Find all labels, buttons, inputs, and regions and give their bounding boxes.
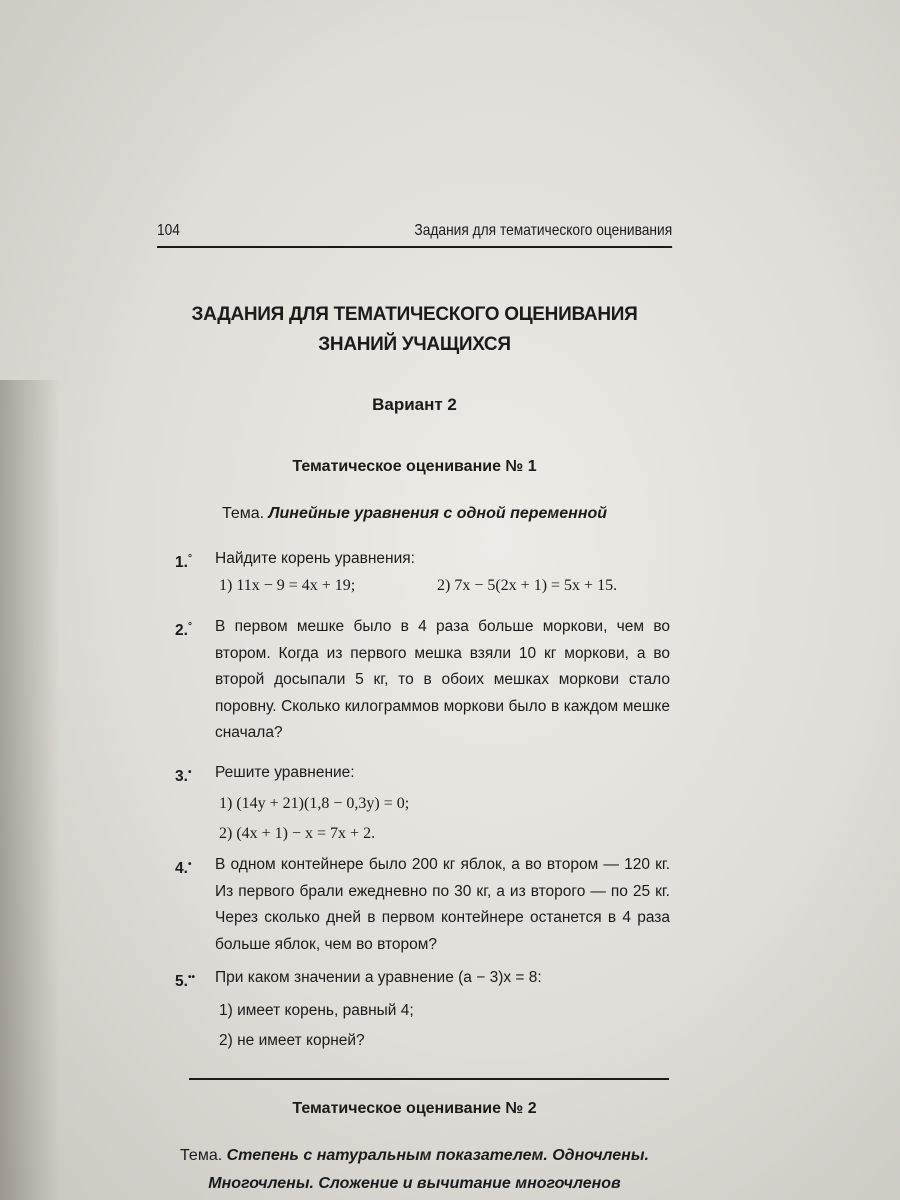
difficulty-mark: •• — [187, 972, 195, 983]
section-2-topic — [157, 1142, 672, 1198]
task-2-text: В первом мешке было в 4 раза больше моркови, чем во втором. Когда из первого мешка взяли 10 кг моркови, а во второй досыпали 5 кг, то в обоих мешках моркови стало поровну. Сколько килограммов моркови было в каждом мешке сначала? — [215, 618, 670, 741]
task-4-number: 4.• — [175, 859, 192, 878]
page-shadow — [0, 380, 60, 1200]
topic-text-line-2: Многочлены. Сложение и вычитание многочленов — [208, 1175, 621, 1192]
topic-label: Тема. — [180, 1147, 223, 1164]
difficulty-mark: • — [187, 859, 192, 870]
task-4-text: В одном контейнере было 200 кг яблок, а во втором — 120 кг. Из первого брали ежедневно по 30 кг, а из второго — по 25 кг. Через сколько дней в первом контейнере останется в 4 раза больше яблок, чем во втором? — [215, 856, 670, 953]
page-title-line-2: ЗНАНИЙ УЧАЩИХСЯ — [318, 334, 511, 355]
task-5-number: 5.•• — [175, 972, 195, 991]
task-1 — [175, 546, 670, 599]
task-3 — [175, 760, 670, 848]
section-divider — [189, 1078, 669, 1080]
task-1-eq-2: 2) 7x − 5(2x + 1) = 5x + 15. — [437, 576, 618, 594]
task-3-eq-2: 2) (4x + 1) − x = 7x + 2. — [219, 825, 376, 842]
task-1-number: 1.° — [175, 553, 192, 572]
task-3-text: Решите уравнение: — [215, 764, 355, 781]
running-title: Задания для тематического оценивания — [414, 222, 673, 239]
task-3-number: 3.• — [175, 767, 192, 786]
task-1-text: Найдите корень уравнения: — [215, 550, 415, 567]
page-number: 104 — [157, 222, 180, 239]
task-1-equations — [219, 573, 670, 600]
difficulty-mark: • — [187, 767, 192, 778]
task-4 — [175, 852, 670, 958]
task-5-item-2: 2) не имеет корней? — [219, 1032, 365, 1049]
running-header — [157, 220, 672, 248]
variant-heading: Вариант 2 — [372, 395, 457, 414]
task-5-item-1: 1) имеет корень, равный 4; — [219, 1001, 414, 1019]
task-3-eq-1: 1) (14y + 21)(1,8 − 0,3y) = 0; — [219, 794, 410, 812]
topic-text: Линейные уравнения с одной переменной — [268, 505, 608, 522]
section-1-heading: Тематическое оценивание № 1 — [292, 458, 537, 475]
topic-text-line-1: Степень с натуральным показателем. Одночлены. — [226, 1147, 649, 1164]
difficulty-mark: ° — [187, 553, 192, 564]
task-1-eq-1: 1) 11x − 9 = 4x + 19; — [219, 576, 356, 594]
topic-label: Тема. — [221, 505, 265, 522]
task-2-number: 2.° — [175, 621, 192, 640]
section-1-topic — [157, 500, 672, 528]
task-5-text: При каком значении a уравнение (a − 3)x = 8: — [215, 969, 542, 986]
difficulty-mark: ° — [187, 621, 192, 632]
task-5 — [175, 965, 670, 1055]
section-2-heading: Тематическое оценивание № 2 — [292, 1100, 537, 1117]
page-title-line-1: ЗАДАНИЯ ДЛЯ ТЕМАТИЧЕСКОГО ОЦЕНИВАНИЯ — [191, 304, 638, 325]
page-title — [157, 300, 672, 360]
book-page — [157, 0, 672, 1200]
task-2 — [175, 614, 670, 747]
